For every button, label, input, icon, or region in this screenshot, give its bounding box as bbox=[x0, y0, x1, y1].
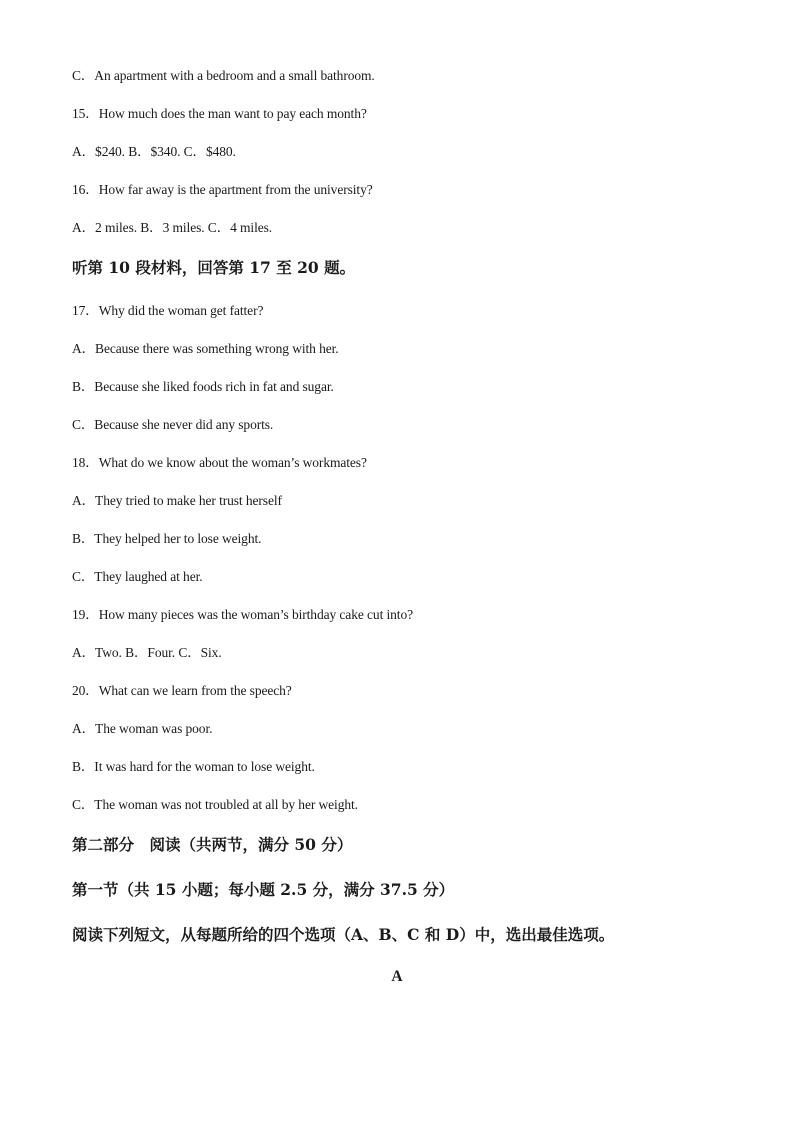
question-15: 15．How much does the man want to pay each month? bbox=[72, 106, 367, 121]
q19-options: A．Two. B．Four. C．Six. bbox=[72, 645, 222, 660]
question-17: 17．Why did the woman get fatter? bbox=[72, 303, 264, 318]
section-10-heading: 听第 10 段材料，回答第 17 至 20 题。 bbox=[72, 258, 356, 277]
q18-option-c: C．They laughed at her. bbox=[72, 569, 203, 584]
q18-option-b: B．They helped her to lose weight. bbox=[72, 531, 262, 546]
q18-option-a: A．They tried to make her trust herself bbox=[72, 493, 282, 508]
q17-option-c: C．Because she never did any sports. bbox=[72, 417, 274, 432]
q20-option-b: B．It was hard for the woman to lose weight. bbox=[72, 759, 315, 774]
q15-options: A．$240. B．$340. C．$480. bbox=[72, 144, 236, 159]
part-2-heading: 第二部分 阅读（共两节，满分 50 分） bbox=[72, 835, 353, 854]
question-16: 16．How far away is the apartment from the university? bbox=[72, 182, 373, 197]
q17-option-b: B．Because she liked foods rich in fat and sugar. bbox=[72, 379, 334, 394]
reading-instructions: 阅读下列短文，从每题所给的四个选项（A、B、C 和 D）中，选出最佳选项。 bbox=[72, 925, 615, 944]
q17-option-a: A．Because there was something wrong with her. bbox=[72, 341, 339, 356]
q16-options: A．2 miles. B．3 miles. C．4 miles. bbox=[72, 220, 273, 235]
q20-option-a: A．The woman was poor. bbox=[72, 721, 213, 736]
question-20: 20．What can we learn from the speech? bbox=[72, 683, 292, 698]
question-19: 19．How many pieces was the woman’s birthday cake cut into? bbox=[72, 607, 413, 622]
q20-option-c: C．The woman was not troubled at all by her weight. bbox=[72, 797, 358, 812]
question-18: 18．What do we know about the woman’s workmates? bbox=[72, 455, 367, 470]
passage-label: A bbox=[391, 968, 403, 985]
section-1-heading: 第一节（共 15 小题；每小题 2.5 分，满分 37.5 分） bbox=[72, 880, 455, 899]
q14-option-c: C．An apartment with a bedroom and a small bathroom. bbox=[72, 68, 375, 83]
